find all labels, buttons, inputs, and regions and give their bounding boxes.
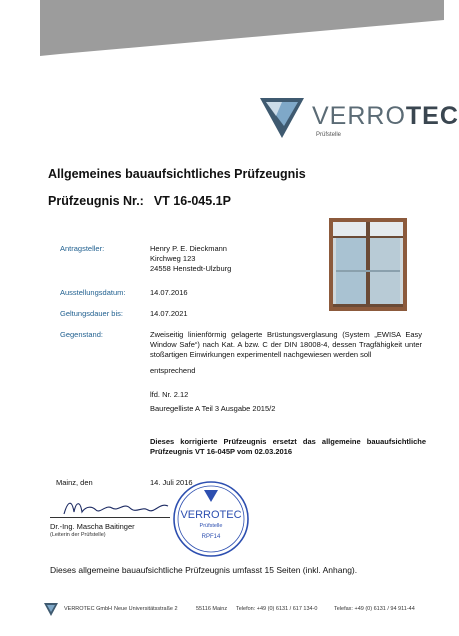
verrotec-v-icon [258, 96, 306, 140]
applicant-city: 24558 Henstedt-Ulzburg [150, 264, 232, 273]
correction-note: Dieses korrigierte Prüfzeugnis ersetzt das allgemeine bauaufsichtliche Prüfzeugnis VT 16-045P vom 02.03.2016 [150, 437, 426, 456]
lfd-number: lfd. Nr. 2.12 [150, 390, 189, 399]
applicant-name: Henry P. E. Dieckmann [150, 244, 227, 253]
applicant-label: Antragsteller: [60, 244, 105, 253]
footer-phone: Telefon: +49 (0) 6131 / 617 134-0 [236, 606, 318, 612]
certificate-number-row [48, 194, 231, 208]
logo-prefix: VERRO [312, 102, 406, 130]
subject-extra: entsprechend [150, 366, 196, 375]
footer-address: Neue Universitätsstraße 2 [114, 606, 178, 612]
footer [44, 603, 444, 617]
stamp-brand: VERROTEC [180, 509, 242, 521]
subject-label: Gegenstand: [60, 330, 103, 339]
footer-city: 55116 Mainz [196, 606, 228, 612]
certificate-number-label: Prüfzeugnis Nr.: [48, 194, 144, 208]
logo-suffix: TEC [405, 102, 459, 130]
issue-date-label: Ausstellungsdatum: [60, 288, 126, 297]
stamp-code: RPF14 [201, 534, 221, 540]
signatory-name: Dr.-Ing. Mascha Baitinger [50, 522, 135, 531]
signatory-role: (Leiterin der Prüfstelle) [50, 532, 106, 538]
issue-date-value: 14.07.2016 [150, 288, 188, 297]
bauregelliste: Bauregelliste A Teil 3 Ausgabe 2015/2 [150, 404, 276, 413]
official-stamp [172, 480, 250, 558]
stamp-sub: Prüfstelle [199, 523, 223, 529]
validity-label: Geltungsdauer bis: [60, 309, 123, 318]
signature-line [50, 517, 170, 518]
applicant-street: Kirchweg 123 [150, 254, 196, 263]
top-grey-band [0, 0, 444, 56]
signature-date: 14. Juli 2016 [150, 478, 193, 487]
certificate-number-value: VT 16-045.1P [153, 194, 231, 208]
product-photo [329, 218, 407, 311]
footer-v-icon [44, 603, 58, 616]
footer-fax: Telefax: +49 (0) 6131 / 94 911-44 [334, 606, 415, 612]
logo-subtitle: Prüfstelle [316, 132, 342, 138]
signature-place: Mainz, den [56, 478, 93, 487]
logo-wordmark [312, 102, 459, 131]
footer-company: VERROTEC GmbH [64, 606, 112, 612]
document-title: Allgemeines bauaufsichtliches Prüfzeugnis [48, 167, 306, 181]
verrotec-logo [258, 96, 459, 146]
subject-text: Zweiseitig linienförmig gelagerte Brüstungsverglasung (System „EWISA Easy Window Safe“) nach Kat. A bzw. C der DIN 18008-4, dessen Tragfähigkeit unter stoßartigen Einwirkungen experimentell nachgewiesen werden soll [150, 330, 422, 359]
validity-value: 14.07.2021 [150, 309, 188, 318]
page-count-summary: Dieses allgemeine bauaufsichtliche Prüfzeugnis umfasst 15 Seiten (inkl. Anhang). [50, 565, 358, 575]
